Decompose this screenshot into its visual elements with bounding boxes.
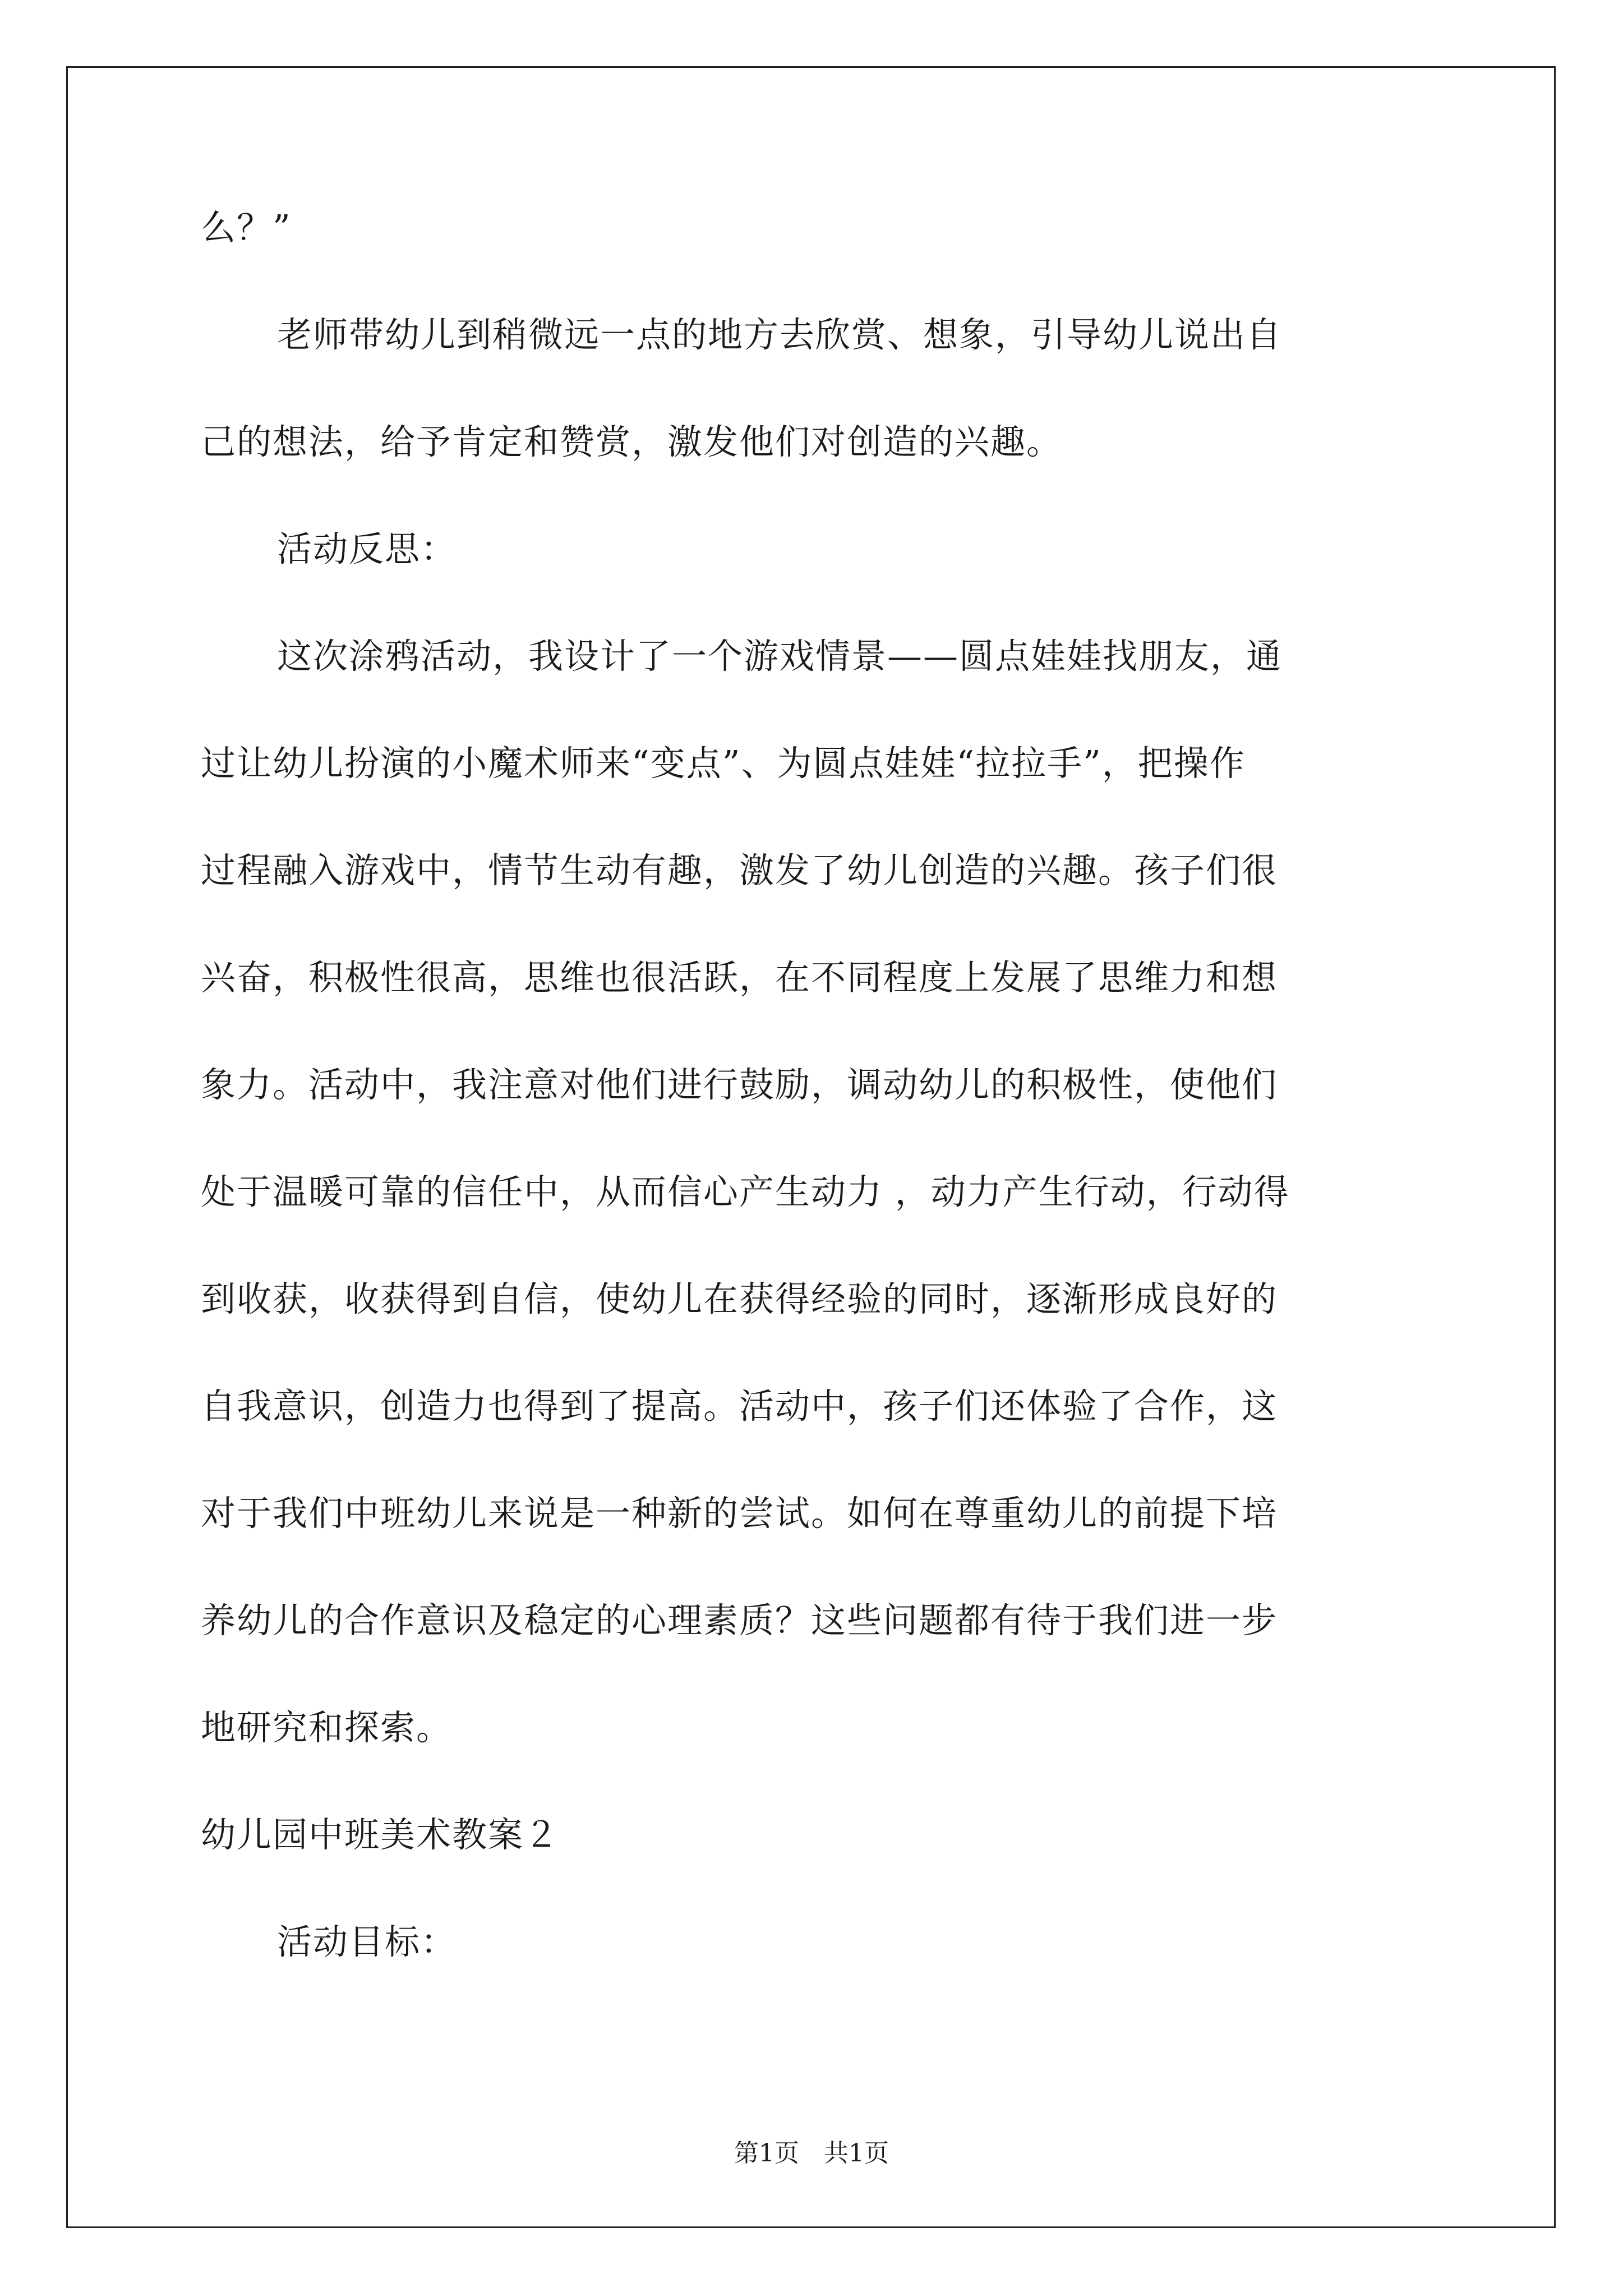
goals-heading: 活动目标： bbox=[277, 1921, 457, 1962]
text-line: 这次涂鸦活动，我设计了一个游戏情景——圆点娃娃找朋友，通 bbox=[277, 636, 1283, 677]
text-line: 过让幼儿扮演的小魔术师来“变点”、为圆点娃娃“拉拉手”，把操作 bbox=[201, 743, 1246, 784]
section-title: 幼儿园中班美术教案２ bbox=[201, 1814, 560, 1855]
text-line: 处于温暖可靠的信任中，从而信心产生动力 ，动力产生行动，行动得 bbox=[201, 1171, 1290, 1212]
text-line: 么？” bbox=[201, 207, 292, 248]
text-line: 对于我们中班幼儿来说是一种新的尝试。如何在尊重幼儿的前提下培 bbox=[201, 1493, 1278, 1534]
text-line: 自我意识，创造力也得到了提高。活动中，孩子们还体验了合作，这 bbox=[201, 1386, 1278, 1427]
page-footer: 第1页 共1页 bbox=[734, 2139, 889, 2168]
document-body bbox=[201, 202, 1429, 1967]
text-line: 兴奋，积极性很高，思维也很活跃，在不同程度上发展了思维力和想 bbox=[201, 957, 1278, 998]
text-line: 象力。活动中，我注意对他们进行鼓励，调动幼儿的积极性，使他们 bbox=[201, 1064, 1278, 1105]
paragraph-reflection bbox=[201, 631, 1429, 1753]
text-line: 地研究和探索。 bbox=[201, 1707, 453, 1748]
text-line: 过程融入游戏中，情节生动有趣，激发了幼儿创造的兴趣。孩子们很 bbox=[201, 850, 1278, 891]
paragraph-intro bbox=[201, 309, 1429, 467]
text-line: 养幼儿的合作意识及稳定的心理素质？这些问题都有待于我们进一步 bbox=[201, 1600, 1278, 1641]
text-line: 己的想法，给予肯定和赞赏，激发他们对创造的兴趣。 bbox=[201, 421, 1063, 462]
reflection-heading: 活动反思： bbox=[277, 528, 457, 569]
text-line: 老师带幼儿到稍微远一点的地方去欣赏、想象，引导幼儿说出自 bbox=[277, 314, 1283, 355]
text-line: 到收获，收获得到自信，使幼儿在获得经验的同时，逐渐形成良好的 bbox=[201, 1278, 1278, 1319]
